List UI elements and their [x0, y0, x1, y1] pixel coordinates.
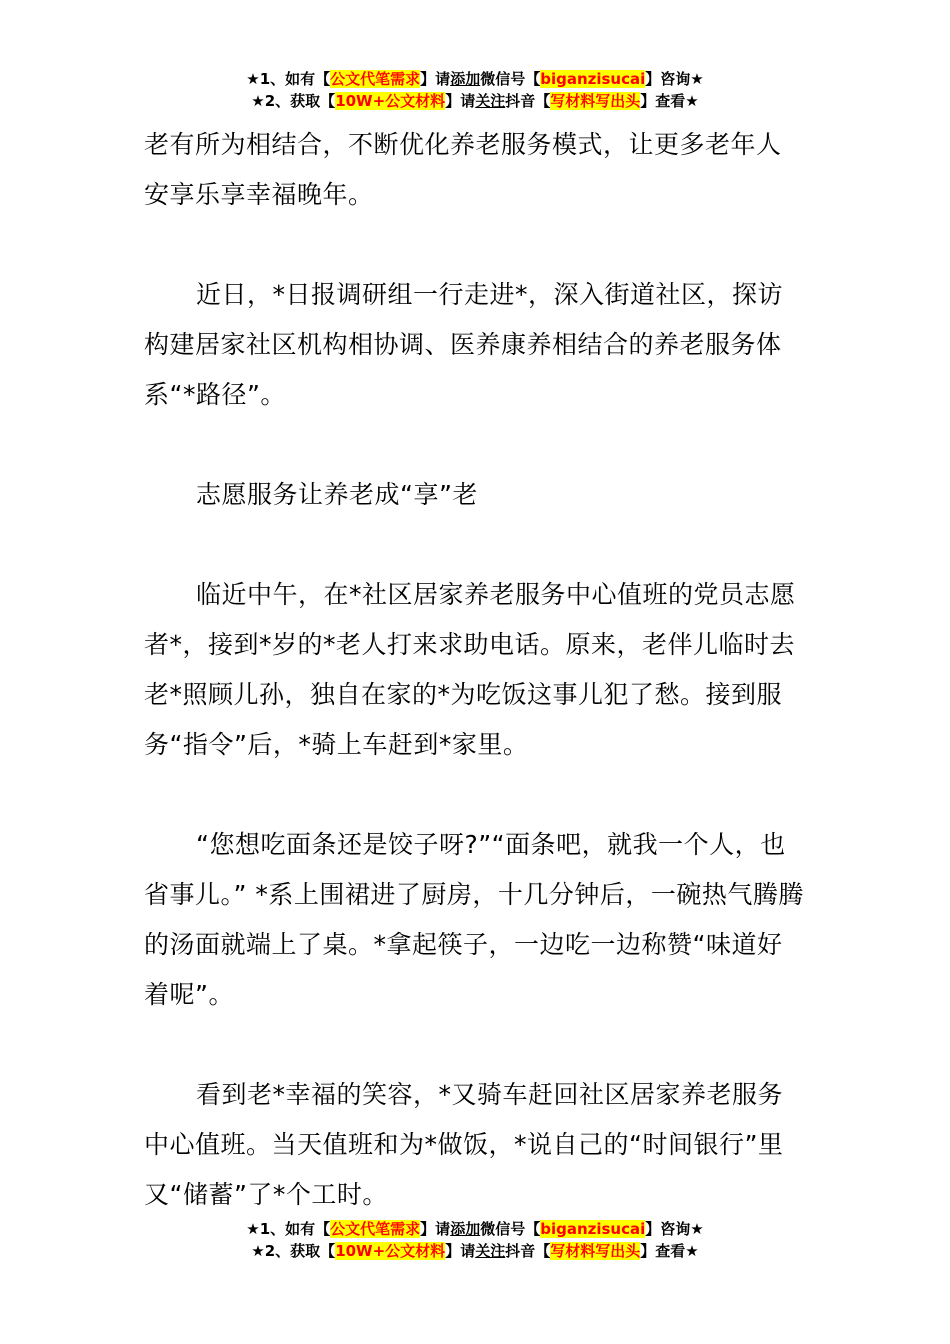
banner-text: 】请	[420, 1220, 451, 1238]
highlight-wechat-id: biganzisucai	[540, 70, 646, 88]
paragraph-5: 看到老*幸福的笑容，*又骑车赶回社区居家养老服务中心值班。当天值班和为*做饭，*说自己的“时间银行”里又“储蓄”了*个工时。	[144, 1080, 784, 1209]
highlight-wechat-id: biganzisucai	[540, 1220, 646, 1238]
banner-text: ★2、获取【	[251, 1242, 336, 1260]
banner-line-2	[0, 1240, 950, 1262]
banner-text: 】查看★	[640, 92, 699, 110]
paragraph-3: 临近中午，在*社区居家养老服务中心值班的党员志愿者*，接到*岁的*老人打来求助电话。原来，老伴儿临时去老*照顾儿孙，独自在家的*为吃饭这事儿犯了愁。接到服务“指令”后，*骑上车赶到*家里。	[144, 580, 796, 759]
section-heading: 志愿服务让养老成“享”老	[196, 480, 478, 509]
banner-underlined-text: 添加	[450, 70, 481, 88]
banner-text: 】请	[420, 70, 451, 88]
highlight-materials: 10W+公文材料	[335, 92, 446, 110]
footer-banner	[0, 1218, 950, 1262]
highlight-materials: 10W+公文材料	[335, 1242, 446, 1260]
banner-text: 微信号【	[480, 1220, 541, 1238]
highlight-douyin-account: 写材料写出头	[550, 1242, 641, 1260]
banner-underlined-text: 添加	[450, 1220, 481, 1238]
paragraph-1: 老有所为相结合，不断优化养老服务模式，让更多老年人安享乐享幸福晚年。	[144, 130, 782, 209]
banner-text: ★1、如有【	[246, 1220, 331, 1238]
document-body	[144, 120, 806, 1220]
banner-text: ★1、如有【	[246, 70, 331, 88]
banner-text: 微信号【	[480, 70, 541, 88]
banner-line-2	[0, 90, 950, 112]
banner-text: 】查看★	[640, 1242, 699, 1260]
banner-text: 】请	[445, 92, 476, 110]
highlight-service: 公文代笔需求	[330, 1220, 421, 1238]
banner-line-1	[0, 68, 950, 90]
header-banner	[0, 68, 950, 112]
banner-text: 抖音【	[505, 92, 551, 110]
banner-line-1	[0, 1218, 950, 1240]
paragraph-4: “您想吃面条还是饺子呀?”“面条吧，就我一个人，也省事儿。” *系上围裙进了厨房，十几分钟后，一碗热气腾腾的汤面就端上了桌。*拿起筷子，一边吃一边称赞“味道好着呢”。	[144, 830, 804, 1009]
banner-text: 】咨询★	[645, 70, 704, 88]
highlight-service: 公文代笔需求	[330, 70, 421, 88]
banner-underlined-text: 关注	[475, 92, 506, 110]
banner-underlined-text: 关注	[475, 1242, 506, 1260]
highlight-douyin-account: 写材料写出头	[550, 92, 641, 110]
paragraph-2: 近日，*日报调研组一行走进*，深入街道社区，探访构建居家社区机构相协调、医养康养相结合的养老服务体系“*路径”。	[144, 280, 784, 409]
banner-text: ★2、获取【	[251, 92, 336, 110]
banner-text: 】咨询★	[645, 1220, 704, 1238]
banner-text: 】请	[445, 1242, 476, 1260]
banner-text: 抖音【	[505, 1242, 551, 1260]
